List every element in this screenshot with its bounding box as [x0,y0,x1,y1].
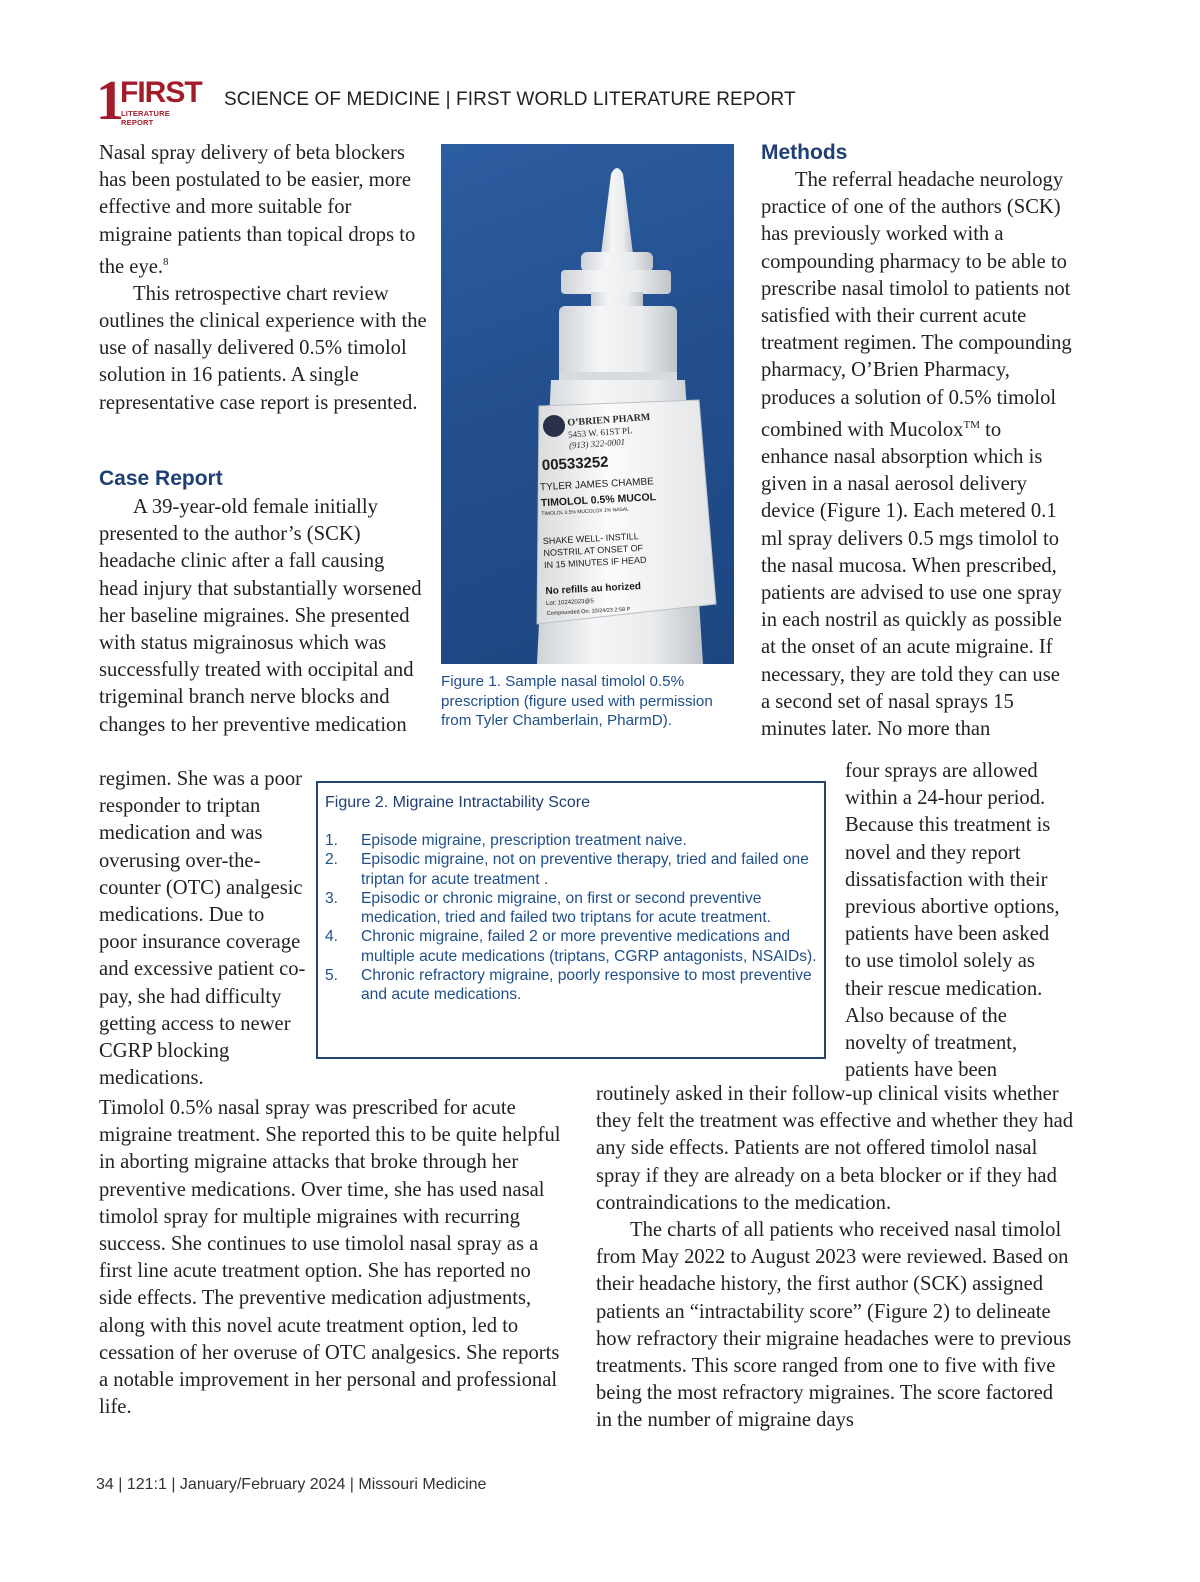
intro-paragraph-1: Nasal spray delivery of beta blockers has been postulated to be easier, more effective and more suitable for migraine patients than topical drops to the eye. [99,142,416,278]
label-drug: TIMOLOL 0.5% MUCOL [540,491,657,510]
case-paragraph-1: A 39-year-old female initially presented to the author’s (SCK) headache clinic after a fall causing head injury that substantially worsened her baseline migraines. She presented with status migrainosus which was successfully treated with occipital and trigeminal branch nerve blocks and changes to her preventive medication [99,496,422,736]
list-item [325,966,819,1005]
spray-bottle-illustration [441,144,734,664]
list-item-number: 5. [325,967,339,985]
list-item-number: 2. [325,851,339,869]
list-item [325,889,819,928]
list-item-text: Episodic or chronic migraine, on first or second preventive medication, tried and failed two triptans for acute treatment. [361,889,771,927]
methods-paragraph-1: The referral headache neurology practice of one of the authors (SCK) has previously worked with a compounding pharmacy to be able to prescribe nasal timolol to patients not satisfied with their current acute treatment regimen. The compounding pharmacy, O’Brien Pharmacy, produces a solution of 0.5% timolol combined with Mucolox [761,169,1072,441]
label-lot: Lot: 10242023@5 [545,598,595,608]
logo-number: 1 [96,70,124,132]
list-item [325,927,819,966]
label-address: 5453 W. 61ST PL [567,425,633,440]
label-pharmacy: O’BRIEN PHARM [567,411,651,429]
label-refills: No refills au horized [545,581,642,598]
list-item-text: Episode migraine, prescription treatment naive. [361,832,687,849]
methods-heading: Methods [761,141,848,164]
intro-paragraph-2: This retrospective chart review outlines the clinical experience with the use of nasally delivered 0.5% timolol solution in 16 patients. A single representative case report is presented. [99,282,427,414]
list-item-number: 3. [325,889,339,907]
case-report-heading: Case Report [99,467,223,490]
list-item [325,850,819,889]
logo-subtitle: LITERATURE REPORT [121,109,170,127]
trademark: TM [963,418,980,431]
case-paragraph-1-continued: regimen. She was a poor responder to triptan medication and was overusing over-the-counter (OTC) analgesic medications. Due to poor insurance coverage and excessive patient co-pay, she had difficulty getting access to newer CGRP blocking medications. [99,768,306,1090]
methods-paragraph-1-b: to enhance nasal absorption which is given in a nasal aerosol delivery device (Figure 1). Each metered 0.1 ml spray delivers 0.5 mgs timolol to the nasal mucosa. When prescribed, patients are advised to use one spray in each nostril as quickly as possible at the onset of an acute migraine. If necessary, they are told they can use a second set of nasal sprays 15 minutes later. No more than [761,418,1062,740]
figure-2-title: Figure 2. Migraine Intractability Score [325,794,590,811]
section-header: SCIENCE OF MEDICINE | FIRST WORLD LITERATURE REPORT [224,89,796,110]
label-directions-1: SHAKE WELL- INSTILL [542,531,639,547]
list-item [325,831,819,850]
logo-word: FIRST [120,76,202,109]
reference-8: 8 [163,255,169,268]
methods-wrap-text [845,758,1070,1084]
page-footer: 34 | 121:1 | January/February 2024 | Missouri Medicine [96,1476,487,1493]
methods-column [761,167,1073,743]
case-paragraph-2: Timolol 0.5% nasal spray was prescribed for acute migraine treatment. She reported this to be quite helpful in aborting migraine attacks that broke through her preventive medications. Over time, she has used nasal timolol spray for multiple migraines with recurring success. She continues to use timolol nasal spray as a first line acute treatment option. She has reported no side effects. The preventive medication adjustments, along with this novel acute treatment option, led to cessation of her overuse of OTC analgesics. She reports a notable improvement in her personal and professional life. [99,1097,561,1419]
pharmacy-seal-icon [543,415,565,437]
case-report-paragraph [99,494,427,739]
methods-paragraph-1-end: routinely asked in their follow-up clinical visits whether they felt the treatment was effective and whether they had any side effects. Patients are not offered timolol nasal spray if they are already on a beta blocker or if they had contraindications to the medication. [596,1083,1074,1214]
list-item-number: 4. [325,928,339,946]
figure-1-caption: Figure 1. Sample nasal timolol 0.5% prescription (figure used with permission from Tyler Chamberlain, PharmD). [441,673,713,729]
case-report-wrap-text [99,766,307,1092]
list-item-number: 1. [325,832,339,849]
methods-paragraph-2: The charts of all patients who received nasal timolol from May 2022 to August 2023 were reviewed. Based on their headache history, the first author (SCK) assigned patients an “intractability score” (Figure 2) to delineate how refractory their migraine headaches were to previous treatments. This score ranged from one to five with five being the most refractory migraines. The score factored in the number of migraine days [596,1219,1072,1432]
label-phone: (913) 322-0001 [568,436,626,451]
label-rx-number: 00533252 [541,453,609,475]
label-directions-3: IN 15 MINUTES IF HEAD [543,554,647,571]
figure-2-box [316,781,826,1059]
list-item-text: Chronic refractory migraine, poorly responsive to most preventive and acute medications. [361,967,812,1004]
case-report-outcome [99,1095,561,1421]
nasal-spray-photo [441,144,734,664]
methods-wide-text [596,1081,1074,1435]
label-patient: TYLER JAMES CHAMBE [539,476,655,494]
label-directions-2: NOSTRIL AT ONSET OF [543,542,644,559]
methods-paragraph-1-continued: four sprays are allowed within a 24-hour period. Because this treatment is novel and they report dissatisfaction with their previous abortive options, patients have been asked to use timolol solely as their rescue medication. Also because of the novelty of treatment, patients have been [845,760,1060,1082]
label-drug-detail: TIMOLOL 0.5% MUCOLOX 1% NASAL [541,506,630,518]
intro-text [99,140,429,417]
list-item-text: Chronic migraine, failed 2 or more preventive medications and multiple acute medications (triptans, CGRP antagonists, NSAIDs). [361,928,817,965]
label-compounded: Compounded On: 10/24/23 2:58 P [546,606,631,618]
list-item-text: Episodic migraine, not on preventive therapy, tried and failed one triptan for acute treatment . [361,851,809,888]
first-literature-report-logo [96,70,204,132]
intractability-score-list [325,831,819,1005]
